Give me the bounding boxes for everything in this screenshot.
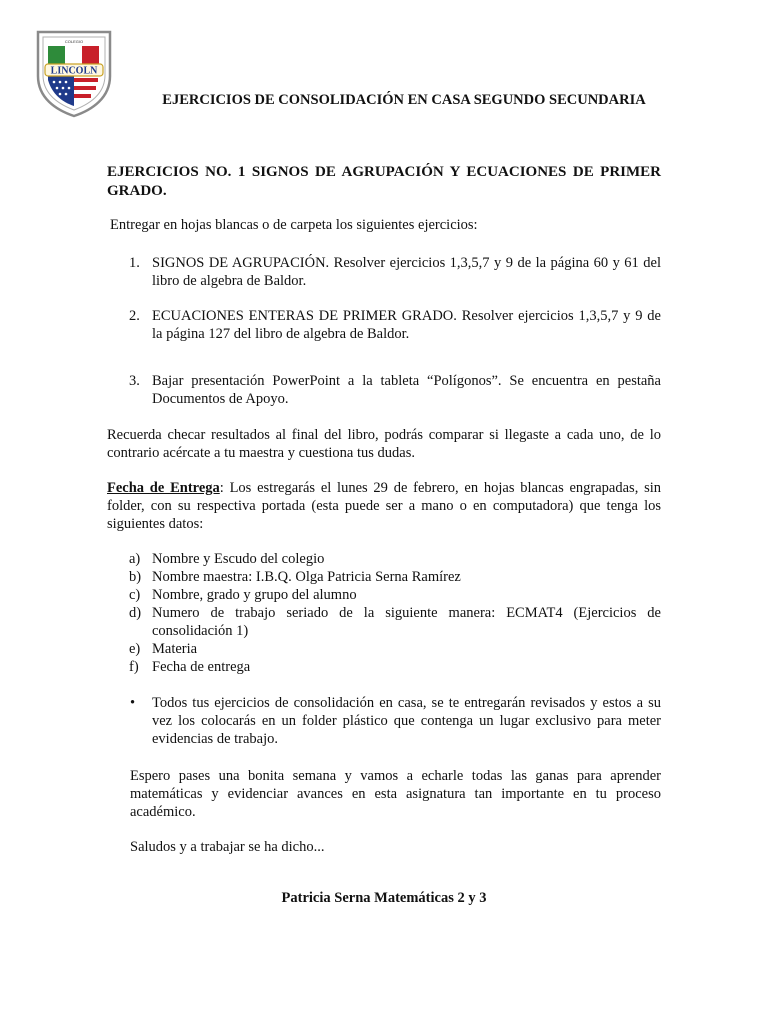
signature: Patricia Serna Matemáticas 2 y 3: [281, 890, 487, 906]
reminder-paragraph: Recuerda checar resultados al final del libro, podrás comparar si llegaste a cada uno, de lo contrario acércate a tu maestra y cuestiona tus dudas.: [107, 427, 661, 461]
farewell-text: Saludos y a trabajar se ha dicho...: [130, 839, 325, 855]
closing-paragraph: Espero pases una bonita semana y vamos a echarle todas las ganas para aprender matemáticas y evidenciar avances en esta asignatura tan importante en tu proceso académico.: [130, 768, 661, 820]
document-title: EJERCICIOS DE CONSOLIDACIÓN EN CASA SEGUNDO SECUNDARIA: [162, 92, 646, 108]
delivery-paragraph: [107, 479, 661, 533]
delivery-text: : Los estregarás el lunes 29 de febrero, en hojas blancas engrapadas, sin folder, con su respectiva portada (esta puede ser a mano o en computadora) que tenga los siguientes datos:: [107, 480, 662, 532]
list-item: Materia: [152, 641, 198, 657]
delivery-label: Fecha de Entrega: [107, 480, 220, 496]
list-number: 2.: [129, 308, 140, 324]
list-letter: d): [129, 605, 142, 621]
logo-top-text: COLEGIO: [64, 39, 84, 44]
list-item: Nombre, grado y grupo del alumno: [152, 587, 357, 603]
bullet-item: Todos tus ejercicios de consolidación en casa, se te entregarán revisados y estos a su vez los colocarás en un folder plástico que contenga un lugar exclusivo para meter evidencias de trabajo.: [152, 695, 661, 747]
list-letter: e): [129, 641, 141, 657]
exercise-heading: EJERCICIOS NO. 1 SIGNOS DE AGRUPACIÓN Y ECUACIONES DE PRIMER GRADO.: [107, 164, 661, 199]
list-item: Numero de trabajo seriado de la siguiente manera: ECMAT4 (Ejercicios de consolidación 1): [152, 605, 661, 639]
bullet-icon: •: [130, 695, 136, 711]
list-letter: a): [129, 551, 141, 567]
list-letter: c): [129, 587, 141, 603]
list-item: Nombre y Escudo del colegio: [152, 551, 325, 567]
list-number: 3.: [129, 373, 140, 389]
intro-text: Entregar en hojas blancas o de carpeta los siguientes ejercicios:: [110, 217, 478, 233]
list-item: SIGNOS DE AGRUPACIÓN. Resolver ejercicios 1,3,5,7 y 9 de la página 60 y 61 del libro de algebra de Baldor.: [152, 255, 661, 289]
list-letter: b): [129, 569, 142, 585]
list-item: ECUACIONES ENTERAS DE PRIMER GRADO. Resolver ejercicios 1,3,5,7 y 9 de la página 127 del libro de algebra de Baldor.: [152, 308, 661, 342]
logo-name: LINCOLN: [50, 65, 98, 77]
list-number: 1.: [129, 255, 140, 271]
list-letter: f): [129, 659, 139, 675]
list-item: Bajar presentación PowerPoint a la tableta “Polígonos”. Se encuentra en pestaña Documentos de Apoyo.: [152, 373, 661, 407]
list-item: Nombre maestra: I.B.Q. Olga Patricia Serna Ramírez: [152, 569, 461, 585]
list-item: Fecha de entrega: [152, 659, 251, 675]
